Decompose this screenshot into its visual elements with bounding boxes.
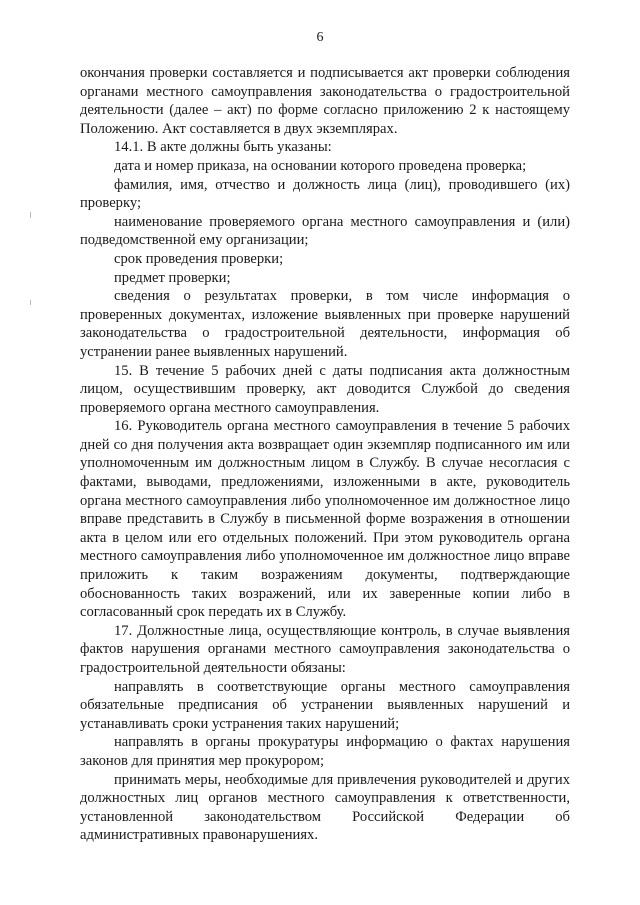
list-item-subject: предмет проверки;	[114, 269, 231, 286]
list-item-results: сведения о результатах проверки, в том числе информация о проверенных документах, изложение выявленных при проверке нарушений законодательства о градостроительной деятельности, информация об устранении ранее выявленных нарушений.	[80, 288, 570, 360]
paragraph-17: 17. Должностные лица, осуществляющие контроль, в случае выявления фактов нарушения органами местного самоуправления законодательства о градостроительной деятельности обязаны:	[80, 622, 570, 676]
page-number: 6	[316, 30, 324, 45]
paragraph-15: 15. В течение 5 рабочих дней с даты подписания акта должностным лицом, осуществившим проверку, акт доводится Службой до сведения проверяемого органа местного самоуправления.	[80, 362, 570, 416]
paragraph-continuation: окончания проверки составляется и подписывается акт проверки соблюдения органами местного самоуправления законодательства о градостроительной деятельности (далее – акт) по форме согласно приложению 2 к настоящему Положению. Акт составляется в двух экземплярах.	[80, 65, 570, 137]
paragraph-16: 16. Руководитель органа местного самоуправления в течение 5 рабочих дней со дня получения акта возвращает один экземпляр подписанного им или уполномоченным им должностным лицом в Службу. В случае несогласия с фактами, выводами, предложениями, изложенными в акте, руководитель органа местного самоуправления либо уполномоченное им должностное лицо вправе представить в Службу в письменной форме возражения в отношении акта в целом или его отдельных положений. При этом руководитель органа местного самоуправления либо уполномоченное им должностное лицо вправе приложить к таким возражениям документы, подтверждающие обоснованность таких возражений, или их заверенные копии либо в согласованный срок передать их в Службу.	[80, 418, 570, 621]
list-item-inspector: фамилия, имя, отчество и должность лица (лиц), проводившего (их) проверку;	[80, 176, 570, 212]
list-item-liability: принимать меры, необходимые для привлечения руководителей и других должностных лиц органов местного самоуправления к ответственности, установленной законодательством Российской Федерации об административных правонарушениях.	[80, 771, 570, 844]
paragraph-14-1: 14.1. В акте должны быть указаны:	[114, 139, 332, 156]
list-item-organ: наименование проверяемого органа местного самоуправления и (или) подведомственной ему организации;	[80, 213, 570, 249]
list-item-order: дата и номер приказа, на основании которого проведена проверка;	[114, 157, 527, 174]
scan-mark-top	[30, 212, 31, 218]
list-item-prosecutor: направлять в органы прокуратуры информацию о фактах нарушения законов для принятия мер прокурором;	[80, 734, 570, 769]
list-item-period: срок проведения проверки;	[114, 250, 284, 267]
list-item-prescriptions: направлять в соответствующие органы местного самоуправления обязательные предписания об устранении выявленных нарушений и устанавливать сроки устранения таких нарушений;	[80, 678, 570, 732]
scan-mark-middle	[30, 300, 31, 305]
document-body	[80, 64, 570, 845]
